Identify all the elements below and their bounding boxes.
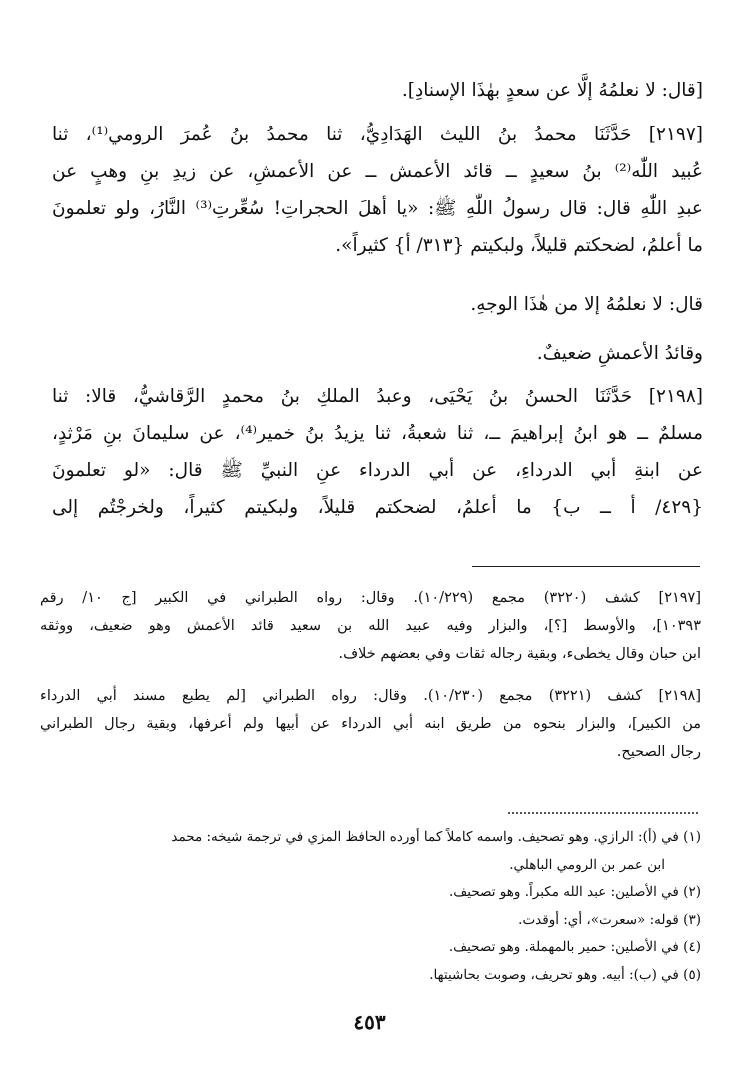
hadith-2198-line-2: مسلمٌ ــ هو ابنُ إبراهيمَ ــ، ثنا شعبةُ، ثنا يزيدُ بنُ خمير⁽⁴⁾، عن سليمانَ بنِ مَرْثدٍ،	[52, 423, 703, 444]
takhrij-2198-line-3: رجال الصحيح.	[616, 744, 701, 760]
hadith-2197-note: وقائدُ الأعمشِ ضعيفٌ.	[536, 343, 703, 364]
footnote-4: (٤) في الأصلين: حمير بالمهملة. وهو تصحيف.	[448, 939, 701, 955]
takhrij-2197-line-3: ابن حبان وقال يخطىء، وبقية رجاله ثقات وفي بعضهم خلاف.	[338, 646, 701, 662]
intro-section	[52, 72, 703, 109]
hadith-2198-line-3: عن ابنةِ أبي الدرداءِ، عن أبي الدرداء عنِ النبيِّ ﷺ قال: «لو تعلمونَ	[52, 460, 703, 481]
takhrij-2198	[40, 682, 701, 766]
takhrij-2197	[40, 584, 701, 668]
footnotes	[40, 824, 701, 989]
footnote-3: (٣) قوله: «سعرت»، أي: أوقدت.	[518, 911, 701, 928]
footnote-divider	[508, 812, 698, 818]
takhrij-2198-line-2: من الكبير]، والبزار بنحوه من طريق ابنه أبي الدرداء عن أبيها ولم أعرفها، وبقية رجال الطبراني	[40, 716, 701, 732]
hadith-2197-line-2: عُبيد اللّٰه⁽²⁾ بنُ سعيدٍ ــ قائد الأعمش ــ عن الأعمشِ، عن زيدِ بنِ وهبٍ عن	[52, 161, 703, 182]
hadith-2197-line-4: ما أعلمُ، لضحكتم قليلاً، ولبكيتم {٣١٣/ أ} كثيراً».	[335, 235, 703, 256]
hadith-2197-note-block	[52, 335, 703, 372]
intro-line: [قال: لا نعلمُهُ إلَّا عن سعدٍ بهٰذَا الإسنادِ].	[401, 80, 703, 101]
takhrij-2197-line-2: ١٠٣٩٣]، والأوسط [؟]، والبزار وفيه عبيد الله بن سعيد قائد الأعمش وهو ضعيف، ووثقه	[40, 618, 701, 634]
takhrij-2197-line-1: [٢١٩٧] كشف (٣٢٢٠) مجمع (١٠/٢٢٩). وقال: رواه الطبراني في الكبير [ج ١٠/ رقم	[40, 590, 702, 606]
hadith-2197	[52, 116, 703, 264]
takhrij-2198-line-1: [٢١٩٨] كشف (٣٢٢١) مجمع (١٠/٢٣٠). وقال: رواه الطبراني [لم يطبع مسند أبي الدرداء	[40, 688, 702, 704]
footnote-1: (١) في (أ): الرازي. وهو تصحيف. واسمه كاملاً كما أورده الحافظ المزي في ترجمة شيخه: محمد	[171, 829, 701, 845]
hadith-2197-line-1: [٢١٩٧] حَدَّثَنَا محمدُ بنُ الليث الهَدَادِيُّ، ثنا محمدُ بنُ عُمرَ الرومي⁽¹⁾، ثنا	[52, 124, 703, 145]
takhrij-divider	[472, 566, 700, 567]
footnote-5: (٥) في (ب): أبيه. وهو تحريف، وصوبت بحاشيتها.	[429, 966, 701, 983]
hadith-2197-comment-block	[52, 286, 703, 323]
hadith-2197-line-3: عبدِ اللّٰهِ قال: قال رسولُ اللّٰهِ ﷺ: «يا أهلَ الحجراتِ! سُعِّرتِ⁽³⁾ النَّارُ، ولو تعلمونَ	[52, 198, 703, 219]
hadith-2198-line-4: {٤٢٩/ أ ــ ب} ما أعلمُ، لضحكتم قليلاً، ولبكيتم كثيراً، ولخرجْتُم إلى	[52, 497, 703, 518]
footnote-2: (٢) في الأصلين: عبد الله مكبراً. وهو تصحيف.	[448, 884, 701, 900]
hadith-2198	[52, 378, 703, 526]
hadith-2197-comment: قال: لا نعلمُهُ إلا من هٰذَا الوجهِ.	[470, 294, 703, 315]
hadith-2198-line-1: [٢١٩٨] حَدَّثَنَا الحسنُ بنُ يَحْيَى، وعبدُ الملكِ بنُ محمدٍ الرَّقاشيُّ، قالا: ثنا	[52, 386, 703, 407]
page-number: ٤٥٣	[353, 1010, 386, 1034]
footnote-1-continued: ابن عمر بن الرومي الباهلي.	[509, 856, 665, 873]
